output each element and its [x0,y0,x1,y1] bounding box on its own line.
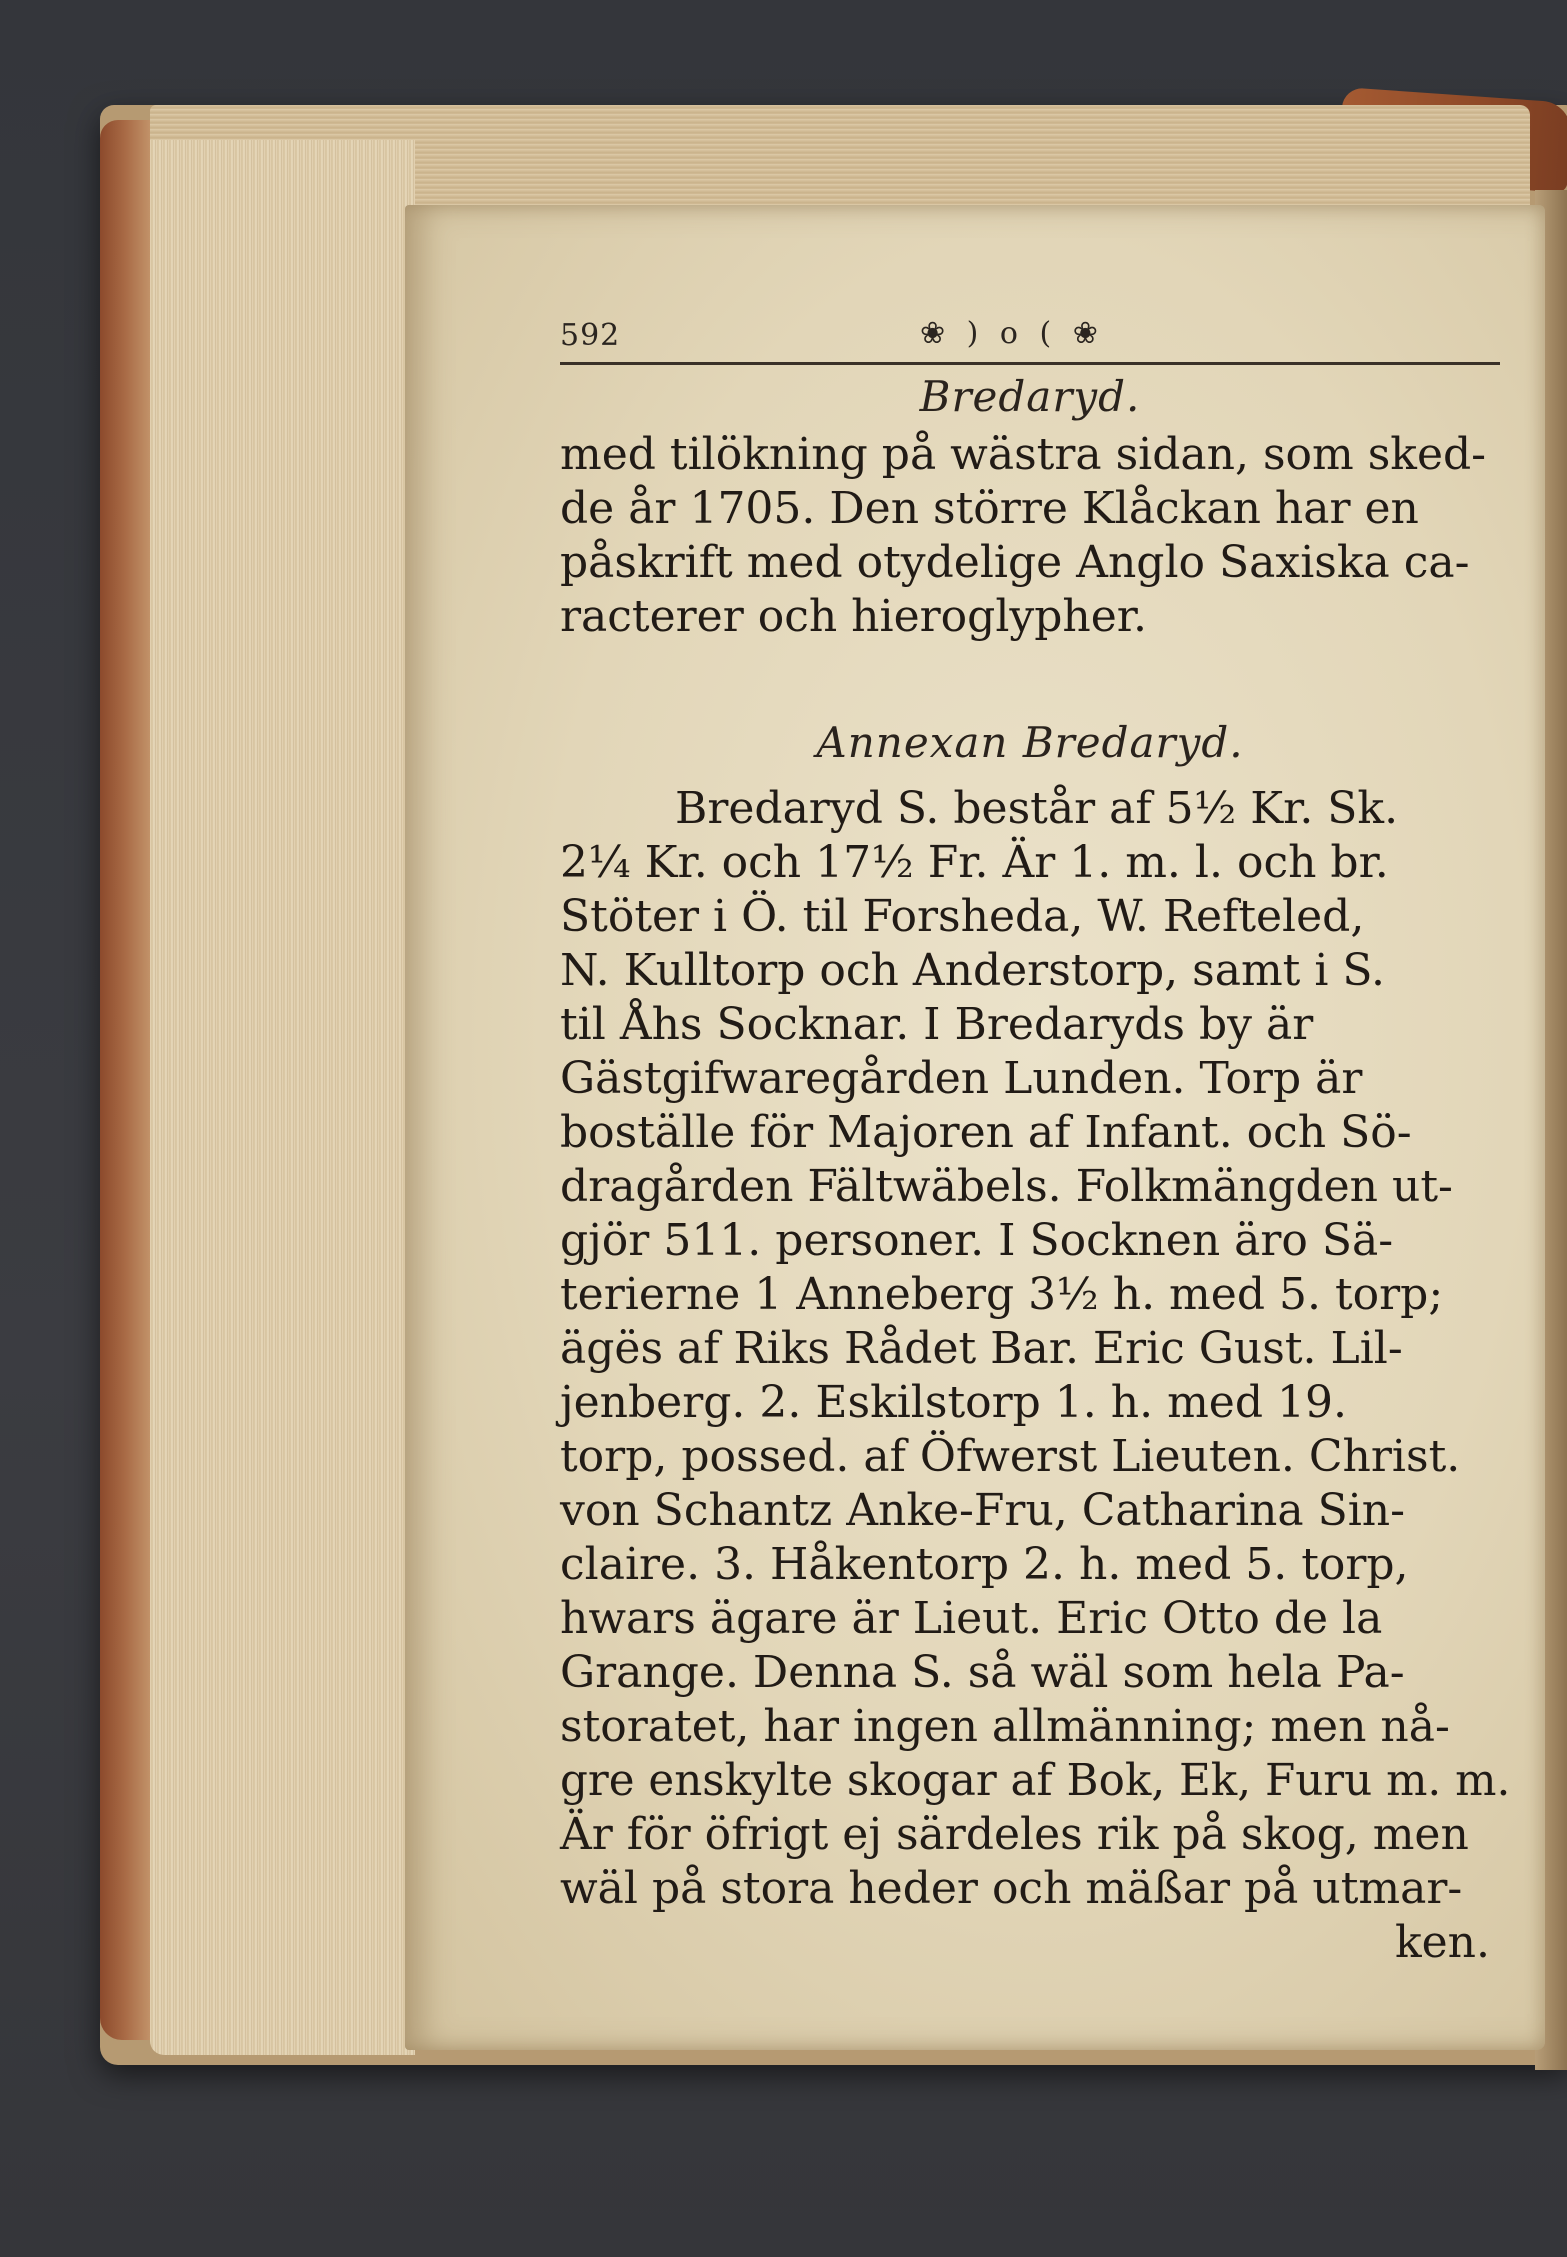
text-line: 2¼ Kr. och 17½ Fr. Är 1. m. l. och br. [560,837,1389,888]
text-line: til Åhs Socknar. I Bredaryds by är [560,999,1314,1050]
text-line: von Schantz Anke-Fru, Catharina Sin- [560,1485,1406,1536]
parish-heading: Bredaryd. [919,372,1141,421]
text-line: Grange. Denna S. så wäl som hela Pa- [560,1647,1405,1698]
text-line: storatet, har ingen allmänning; men nå- [560,1701,1450,1752]
paragraph-church [560,428,1510,644]
text-line: terierne 1 Anneberg 3½ h. med 5. torp; [560,1269,1444,1320]
text-line: wäl på stora heder och mäßar på utmar- [560,1863,1463,1914]
text-line: påskrift med otydelige Anglo Saxiska ca- [560,537,1470,588]
page-number: 592 [560,318,621,353]
paragraph-annex [560,782,1510,1970]
ornament-flourish: ❀ ) o ( ❀ [920,316,1104,351]
text-line: Är för öfrigt ej särdeles rik på skog, men [560,1809,1469,1860]
text-line: racterer och hieroglypher. [560,591,1147,642]
text-line: N. Kulltorp och Anderstorp, samt i S. [560,945,1385,996]
header-rule [560,362,1500,365]
annex-heading: Annexan Bredaryd. [816,718,1244,767]
text-line: de år 1705. Den större Klåckan har en [560,483,1419,534]
book-spine-edge [100,120,155,2040]
text-line: gjör 511. personer. I Socknen äro Sä- [560,1215,1394,1266]
page-stack-side [150,140,415,2055]
text-line: med tilökning på wästra sidan, som sked- [560,429,1487,480]
text-line: torp, possed. af Öfwerst Lieuten. Christ. [560,1431,1461,1482]
text-line: dragården Fältwäbels. Folkmängden ut- [560,1161,1453,1212]
text-line: claire. 3. Håkentorp 2. h. med 5. torp, [560,1539,1409,1590]
text-line: Bredaryd S. består af 5½ Kr. Sk. [675,783,1399,834]
text-line: Stöter i Ö. til Forsheda, W. Refteled, [560,891,1365,942]
text-line: Gästgifwaregården Lunden. Torp är [560,1053,1363,1104]
running-head [560,318,1500,368]
text-line: jenberg. 2. Eskilstorp 1. h. med 19. [560,1377,1347,1428]
text-line: ken. [1394,1917,1490,1968]
text-line: ägës af Riks Rådet Bar. Eric Gust. Lil- [560,1323,1403,1374]
text-line: boställe för Majoren af Infant. och Sö- [560,1107,1412,1158]
text-line: gre enskylte skogar af Bok, Ek, Furu m. m. [560,1755,1511,1806]
text-line: hwars ägare är Lieut. Eric Otto de la [560,1593,1383,1644]
